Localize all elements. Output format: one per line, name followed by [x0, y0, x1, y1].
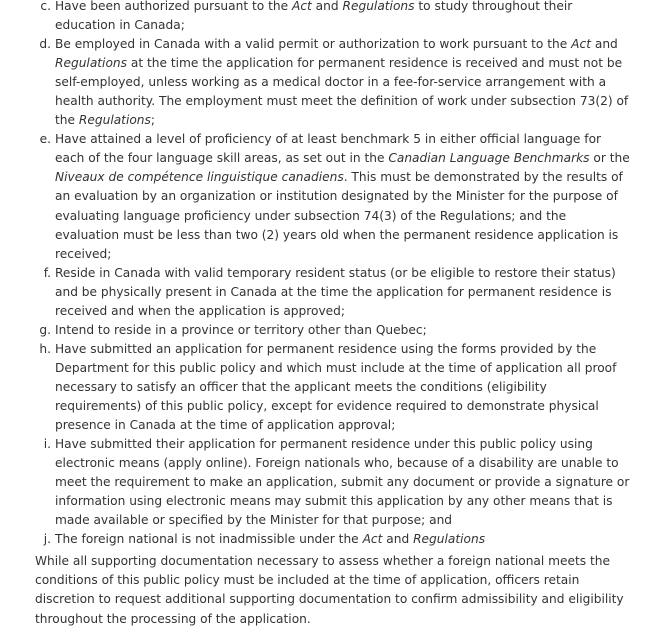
italic-term: Act	[291, 0, 312, 13]
text-segment: and	[382, 532, 414, 547]
list-item-marker: f.	[43, 265, 51, 280]
list-item-text	[55, 37, 628, 127]
text-segment: Have been authorized pursuant to the	[55, 0, 292, 13]
list-item	[35, 340, 633, 435]
text-segment: Be employed in Canada with a valid permit or authorization to work pursuant to the	[55, 37, 572, 52]
text-segment: The foreign national is not inadmissible under the	[55, 532, 363, 547]
text-segment: ;	[150, 113, 155, 128]
list-item-marker: g.	[39, 322, 51, 337]
eligibility-criteria-list	[35, 0, 633, 549]
list-item-marker: j.	[43, 532, 51, 547]
text-segment: Have attained a level of proficiency of at least benchmark 5 in either official language for each of the four language skill areas, as set out in the	[55, 132, 602, 166]
concluding-paragraph: While all supporting documentation necessary to assess whether a foreign national meets the conditions of this public policy must be included at the time of application, officers retain discretion to request additional supporting documentation to confirm admissibility and eligibility throughout the processing of the application.	[35, 554, 624, 626]
list-item-text	[55, 266, 616, 318]
list-item-marker: e.	[39, 132, 51, 147]
text-segment: and	[590, 37, 618, 52]
list-item-text	[55, 132, 630, 260]
list-item-text	[55, 323, 427, 337]
italic-term: Regulations	[78, 113, 151, 128]
italic-term: Act	[571, 37, 591, 52]
list-item-marker: h.	[39, 341, 51, 356]
text-segment: Have submitted an application for permanent residence using the forms provided by the Department for this public policy and which must include at the time of application all proof necessary to satisfy an officer that the applicant meets the conditions (eligibility requirements) of this public policy, except for evidence required to demonstrate physical presence in Canada at the time of application approval;	[55, 341, 617, 433]
text-segment: . This must be demonstrated by the results of an evaluation by an organization or institution designated by the Minister for the purpose of evaluating language proficiency under subsection 74(3) of the Regulations; and the evaluation must be less than two (2) years old when the permanent residence application is received;	[55, 170, 623, 261]
list-item	[35, 321, 633, 340]
text-segment: Have submitted their application for permanent residence under this public policy using electronic means (apply online). Foreign nationals who, because of a disability are unable to meet the requirement to make an application, submit any document or provide a signature or information using electronic means may submit this application by any other means that is made available or specified by the Minister for that purpose; and	[55, 437, 630, 528]
list-item-text	[55, 0, 572, 32]
list-item-marker: i.	[43, 437, 51, 452]
list-item-text	[55, 342, 616, 432]
list-item-marker: c.	[40, 0, 51, 13]
text-segment: and	[311, 0, 343, 13]
text-segment: Reside in Canada with valid temporary resident status (or be eligible to restore their status) and be physically present in Canada at the time the application for permanent residence is received and when the application is approved;	[55, 265, 616, 318]
list-item	[35, 35, 633, 130]
list-item	[35, 264, 633, 321]
italic-term: Regulations	[55, 56, 127, 71]
list-item	[35, 435, 633, 530]
text-segment: to study throughout their education in Canada;	[55, 0, 573, 33]
italic-term: Regulations	[342, 0, 415, 13]
italic-term: Canadian Language Benchmarks	[388, 151, 590, 166]
list-item-text	[55, 532, 485, 546]
text-segment: at the time the application for permanent residence is received and must not be self-employed, unless working as a medical doctor in a fee-for-service arrangement with a health authority. The employment must meet the definition of work under subsection 73(2) of the	[55, 56, 629, 128]
list-item-text	[55, 437, 629, 527]
list-item-marker: d.	[39, 37, 51, 52]
list-item	[35, 530, 633, 549]
text-segment: or the	[589, 151, 630, 166]
italic-term: Regulations	[413, 532, 486, 547]
list-item	[35, 130, 633, 263]
text-segment: Intend to reside in a province or territory other than Quebec;	[55, 322, 427, 337]
italic-term: Act	[362, 532, 383, 547]
italic-term: Niveaux de compétence linguistique canadiens	[55, 170, 344, 185]
list-item	[35, 0, 633, 35]
